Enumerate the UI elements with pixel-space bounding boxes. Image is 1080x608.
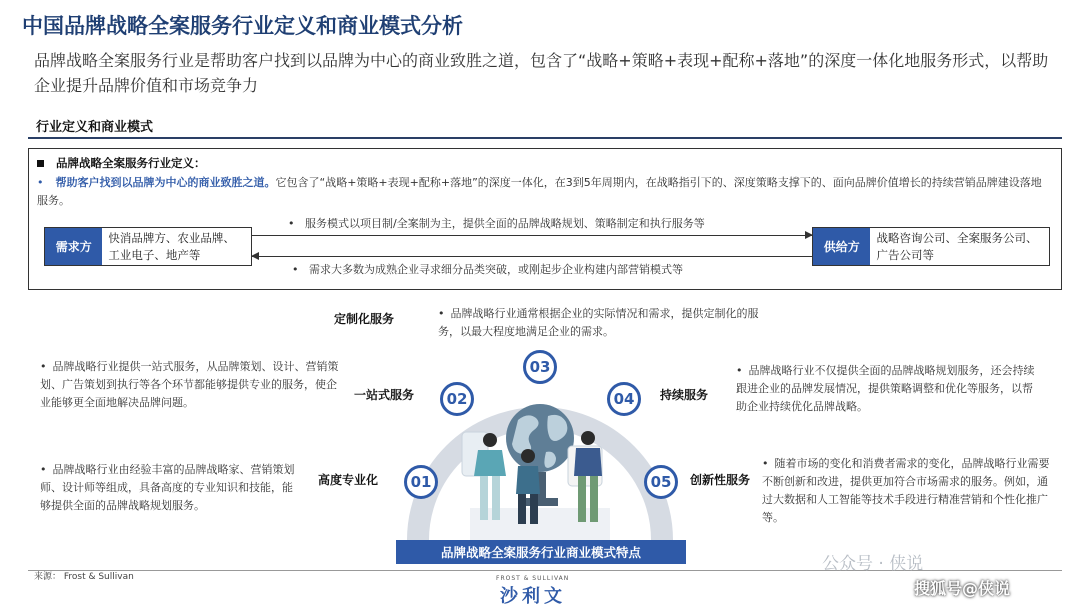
supply-tag: 供给方 xyxy=(813,228,870,265)
feature-04-label: 持续服务 xyxy=(660,388,709,402)
feature-02-circle: 02 xyxy=(440,382,474,416)
feature-01-circle: 01 xyxy=(404,465,438,499)
flow-bottom-note: • 需求大多数为成熟企业寻求细分品类突破，或刚起步企业构建内部营销模式等 xyxy=(292,263,683,276)
brand-logo: 沙利文 xyxy=(500,586,566,607)
demand-desc: 快消品牌方、农业品牌、工业电子、地产等 xyxy=(108,231,235,262)
model-banner: 品牌战略全案服务行业商业模式特点 xyxy=(396,540,686,564)
feature-02-text: • 品牌战略行业提供一站式服务，从品牌策划、设计、营销策划、广告策划到执行等各个环节都能够提供专业的服务，使企业能够更全面地解决品牌问题。 xyxy=(40,360,339,409)
source-note: 来源： Frost & Sullivan xyxy=(34,572,134,582)
intro-text: 品牌战略全案服务行业是帮助客户找到以品牌为中心的商业致胜之道，包含了“战略+策略+表现+配称+落地”的深度一体化地服务形式，以帮助企业提升品牌价值和市场竞争力 xyxy=(34,51,1049,95)
definition-heading: 品牌战略全案服务行业定义： xyxy=(37,155,206,171)
demand-tag: 需求方 xyxy=(45,228,102,265)
pedestal xyxy=(470,508,610,540)
feature-05-text: • 随着市场的变化和消费者需求的变化，品牌战略行业需要不断创新和改进，提供更加符合市场需求的服务。例如，通过大数据和人工智能等技术手段进行精准营销和个性化推广等。 xyxy=(762,457,1050,524)
definition-body: 它包含了“战略+策略+表现+配称+落地”的深度一体化，在3到5年周期内，在战略指引下的、深度策略支撑下的、面向品牌价值增长的持续营销品牌建设落地服务。 xyxy=(37,176,1042,207)
watermark-sohu: 搜狐号@侠说 xyxy=(914,579,1011,598)
feature-05-circle: 05 xyxy=(644,465,678,499)
feature-04-text: • 品牌战略行业不仅提供全面的品牌战略规划服务，还会持续跟进企业的品牌发展情况，提供策略调整和优化等服务，以帮助企业持续优化品牌战略。 xyxy=(736,364,1035,413)
feature-03-text: • 品牌战略行业通常根据企业的实际情况和需求，提供定制化的服务，以最大程度地满足企业的需求。 xyxy=(438,307,759,338)
feature-01-label: 高度专业化 xyxy=(318,473,379,487)
feature-04-circle: 04 xyxy=(607,382,641,416)
feature-01-text: • 品牌战略行业由经验丰富的品牌战略家、营销策划师、设计师等组成，具备高度的专业知识和技能，能够提供全面的品牌战略规划服务。 xyxy=(40,463,295,512)
supply-desc: 战略咨询公司、全案服务公司、广告公司等 xyxy=(876,231,1038,262)
page-title: 中国品牌战略全案服务行业定义和商业模式分析 xyxy=(22,14,463,38)
definition-highlight: 帮助客户找到以品牌为中心的商业致胜之道。 xyxy=(55,176,276,189)
feature-03-label: 定制化服务 xyxy=(334,312,395,326)
globe-icon xyxy=(506,404,574,506)
feature-05-label: 创新性服务 xyxy=(690,473,751,487)
feature-02-label: 一站式服务 xyxy=(354,388,415,402)
section-label: 行业定义和商业模式 xyxy=(36,120,154,135)
person-left-icon xyxy=(462,432,506,520)
flow-top-note: • 服务模式以项目制/全案制为主，提供全面的品牌战略规划、策略制定和执行服务等 xyxy=(288,217,705,230)
watermark-wechat: 公众号 · 侠说 xyxy=(822,554,924,574)
bullet-dot: • xyxy=(37,176,44,189)
feature-03-circle: 03 xyxy=(523,350,557,384)
brand-wordmark-small: FROST & SULLIVAN xyxy=(496,575,570,582)
